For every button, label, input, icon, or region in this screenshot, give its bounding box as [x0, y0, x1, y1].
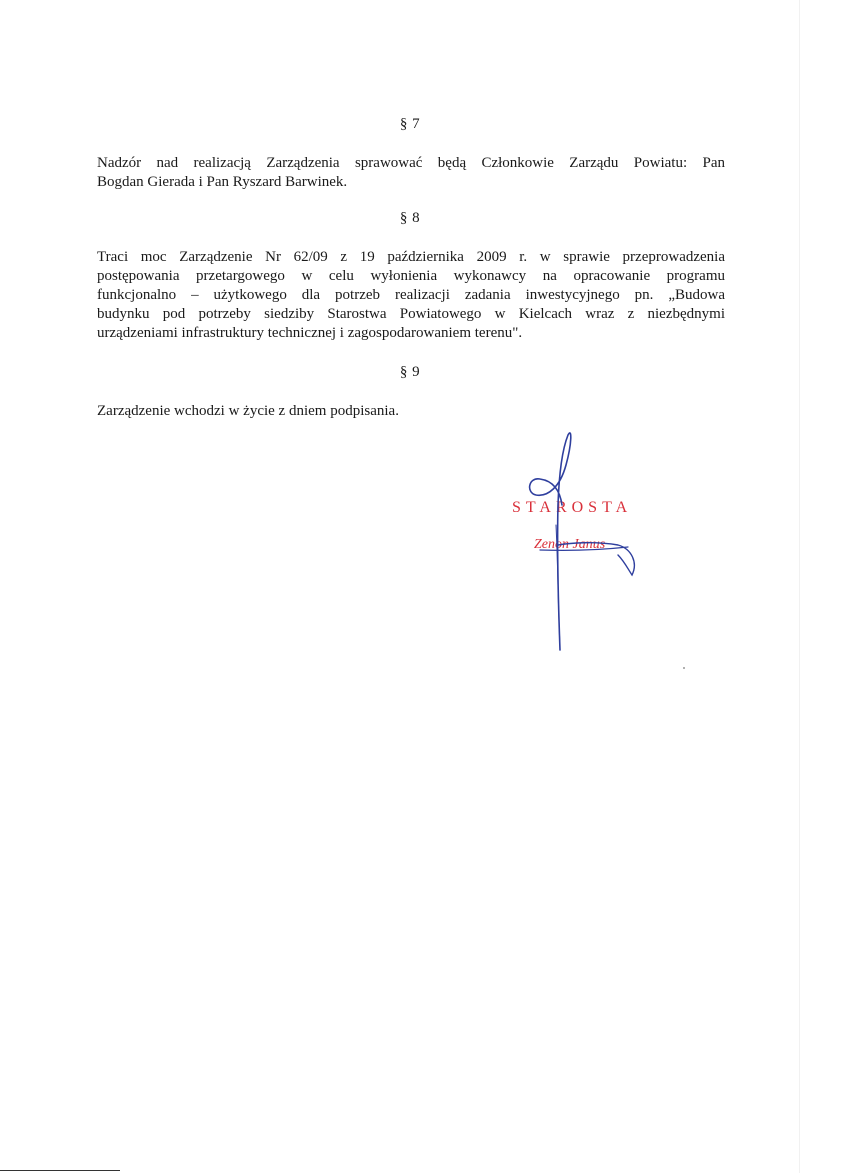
section-8-line-4: budynku pod potrzeby siedziby Starostwa Powiatowego w Kielcach wraz z niezbędnymi	[97, 306, 725, 322]
section-9-heading: § 9	[399, 364, 421, 380]
stamp-name: Zenon Janus	[534, 537, 606, 552]
section-7-line-1: Nadzór nad realizacją Zarządzenia sprawować będą Członkowie Zarządu Powiatu: Pan	[97, 155, 725, 171]
section-8-line-1: Traci moc Zarządzenie Nr 62/09 z 19 października 2009 r. w sprawie przeprowadzenia	[97, 249, 725, 265]
page-corner-line	[0, 1170, 120, 1171]
stamp-title: STAROSTA	[512, 499, 633, 516]
section-8-line-2: postępowania przetargowego w celu wyłonienia wykonawcy na opracowanie programu	[97, 268, 725, 284]
section-9-line-1: Zarządzenie wchodzi w życie z dniem podpisania.	[97, 403, 399, 419]
signature-image	[500, 425, 660, 655]
section-8-line-3: funkcjonalno – użytkowego dla potrzeb realizacji zadania inwestycyjnego pn. „Budowa	[97, 287, 725, 303]
section-7-paragraph	[97, 154, 725, 192]
section-8-heading: § 8	[399, 210, 421, 226]
scan-edge	[799, 0, 800, 1173]
section-7-heading: § 7	[399, 116, 421, 132]
section-8-line-5: urządzeniami infrastruktury technicznej i zagospodarowaniem terenu".	[97, 325, 523, 341]
section-9-paragraph	[97, 402, 725, 421]
section-8-paragraph	[97, 248, 725, 343]
section-7-line-2: Bogdan Gierada i Pan Ryszard Barwinek.	[97, 174, 348, 190]
scan-speck	[683, 667, 685, 669]
